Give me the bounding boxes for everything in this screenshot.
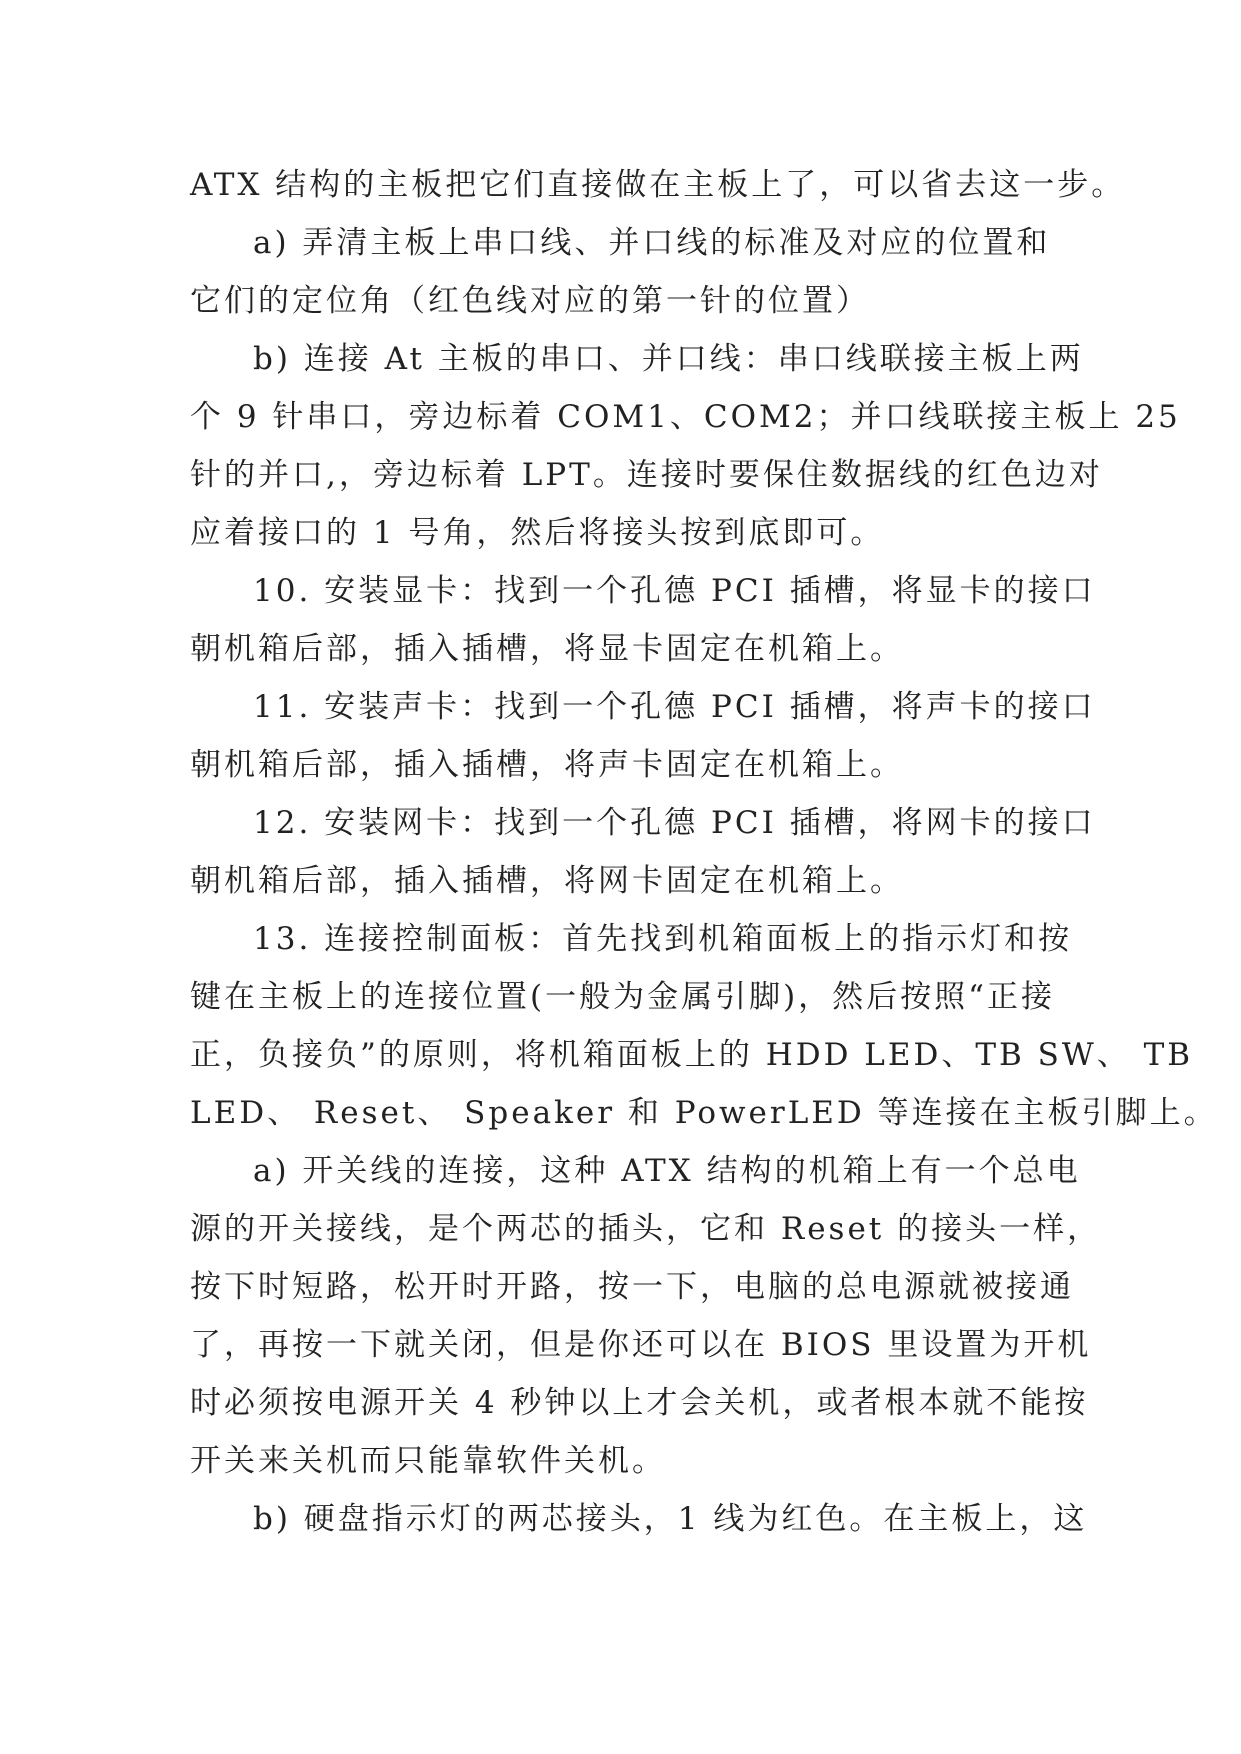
text-line: b) 硬盘指示灯的两芯接头，1 线为红色。在主板上，这: [253, 1501, 1088, 1537]
text-line: 12. 安装网卡：找到一个孔德 PCI 插槽，将网卡的接口: [253, 805, 1096, 841]
text-line: b) 连接 At 主板的串口、并口线：串口线联接主板上两: [253, 341, 1084, 377]
text-line: 朝机箱后部，插入插槽，将声卡固定在机箱上。: [190, 747, 904, 783]
text-line: 13. 连接控制面板：首先找到机箱面板上的指示灯和按: [253, 921, 1073, 957]
text-line: 10. 安装显卡：找到一个孔德 PCI 插槽，将显卡的接口: [253, 573, 1096, 609]
text-line: 朝机箱后部，插入插槽，将显卡固定在机箱上。: [190, 631, 904, 667]
text-line: 朝机箱后部，插入插槽，将网卡固定在机箱上。: [190, 863, 904, 899]
text-line: ATX 结构的主板把它们直接做在主板上了，可以省去这一步。: [190, 167, 1126, 203]
text-line: 开关来关机而只能靠软件关机。: [190, 1443, 666, 1479]
text-line: 个 9 针串口，旁边标着 COM1、COM2；并口线联接主板上 25: [190, 399, 1181, 435]
text-line: 应着接口的 1 号角，然后将接头按到底即可。: [190, 515, 885, 551]
text-line: 针的并口,，旁边标着 LPT。连接时要保住数据线的红色边对: [190, 457, 1103, 493]
text-line: 按下时短路，松开时开路，按一下，电脑的总电源就被接通: [190, 1269, 1074, 1305]
text-line: 了，再按一下就关闭，但是你还可以在 BIOS 里设置为开机: [190, 1327, 1092, 1363]
text-line: 源的开关接线，是个两芯的插头，它和 Reset 的接头一样，: [190, 1211, 1102, 1247]
text-line: LED、 Reset、 Speaker 和 PowerLED 等连接在主板引脚上。: [190, 1095, 1218, 1131]
text-line: 键在主板上的连接位置(一般为金属引脚)，然后按照“正接: [190, 979, 1056, 1015]
text-line: 它们的定位角（红色线对应的第一针的位置）: [190, 283, 870, 319]
text-line: 11. 安装声卡：找到一个孔德 PCI 插槽，将声卡的接口: [253, 689, 1096, 725]
text-line: 正，负接负”的原则，将机箱面板上的 HDD LED、TB SW、 TB: [190, 1037, 1194, 1073]
text-line: a) 开关线的连接，这种 ATX 结构的机箱上有一个总电: [253, 1153, 1081, 1189]
text-line: 时必须按电源开关 4 秒钟以上才会关机，或者根本就不能按: [190, 1385, 1089, 1421]
text-line: a) 弄清主板上串口线、并口线的标准及对应的位置和: [253, 225, 1051, 261]
